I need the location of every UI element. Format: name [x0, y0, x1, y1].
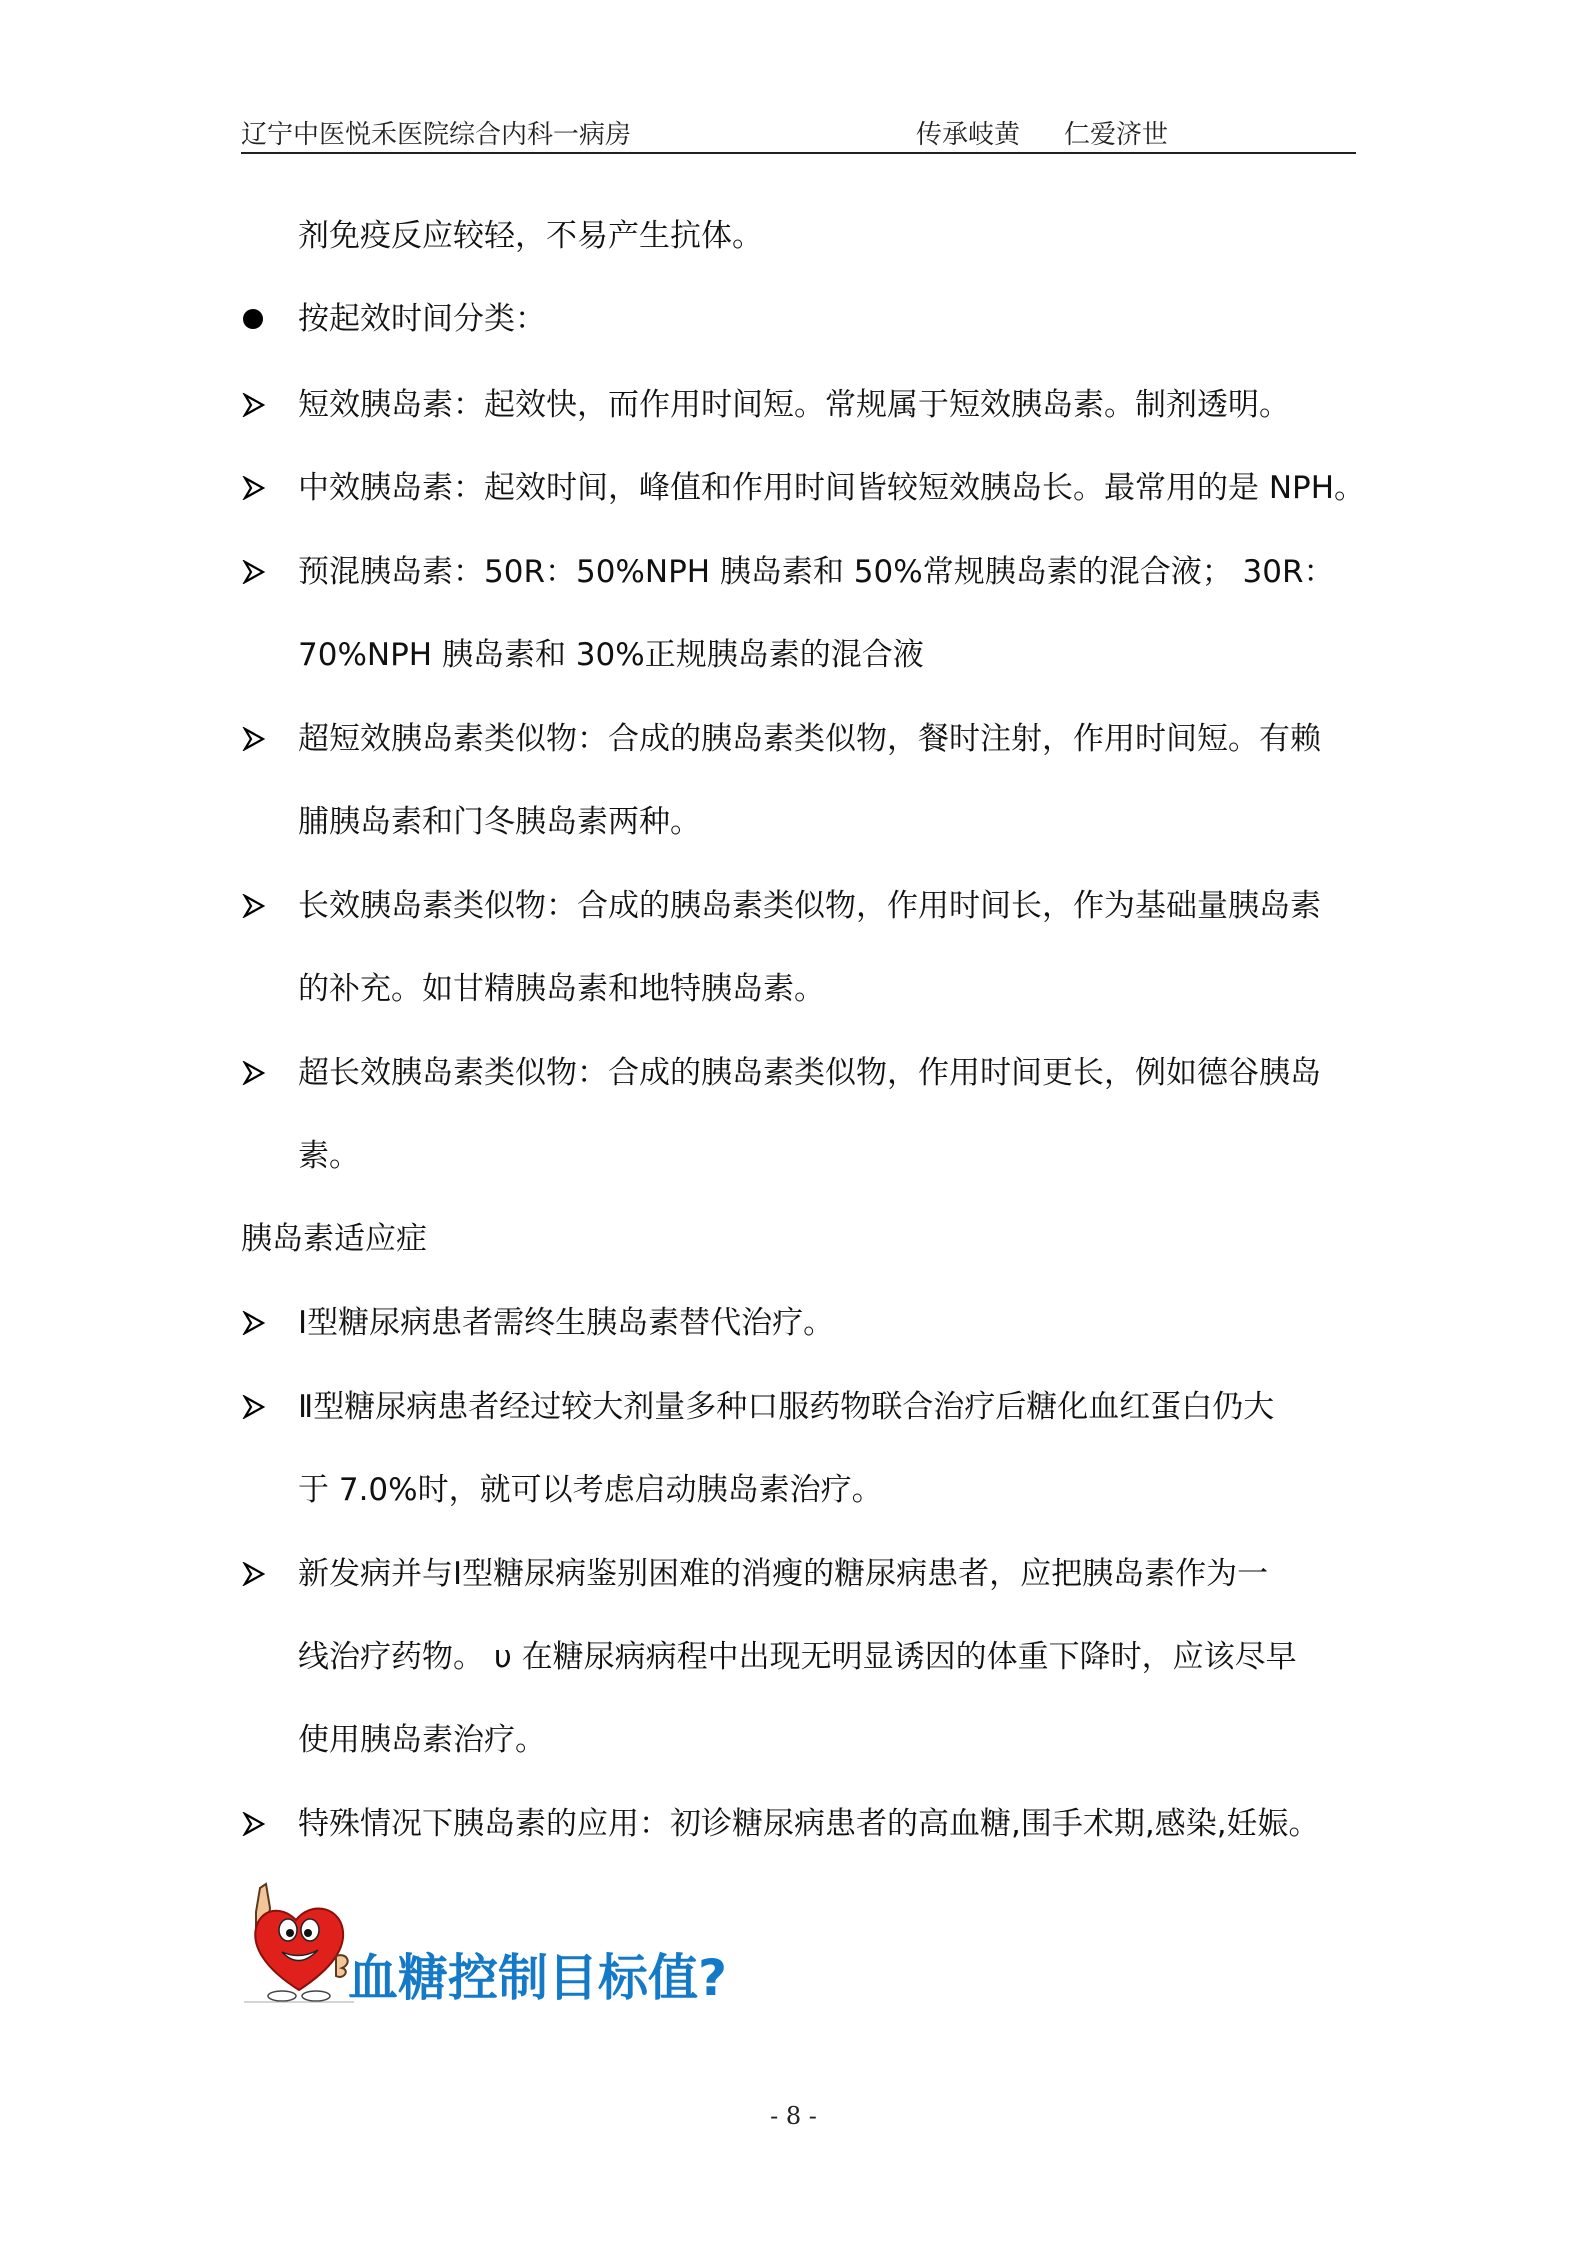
list-item: 超长效胰岛素类似物：合成的胰岛素类似物，作用时间更长，例如德谷胰岛	[298, 1055, 1321, 1091]
page-number: - 8 -	[770, 2102, 817, 2130]
page-header	[241, 112, 1356, 154]
arrow-bullet-icon	[242, 560, 266, 584]
blood-sugar-heading	[244, 1878, 728, 2028]
list-item-continued: 素。	[298, 1138, 360, 1174]
arrow-bullet-icon	[242, 1562, 266, 1586]
header-motto-1: 传承岐黄	[916, 120, 1021, 150]
list-item: Ⅱ型糖尿病患者经过较大剂量多种口服药物联合治疗后糖化血红蛋白仍大	[298, 1389, 1275, 1425]
heart-mascot-icon	[244, 1878, 354, 2003]
arrow-bullet-icon	[242, 894, 266, 918]
arrow-bullet-icon	[242, 1311, 266, 1335]
bullet-dot-icon	[243, 309, 263, 329]
list-item-continued: 线治疗药物。 υ 在糖尿病病程中出现无明显诱因的体重下降时，应该尽早	[298, 1639, 1297, 1675]
list-item-continued: 脯胰岛素和门冬胰岛素两种。	[298, 804, 701, 840]
arrow-bullet-icon	[242, 1812, 266, 1836]
list-item: 预混胰岛素：50R：50%NPH 胰岛素和 50%常规胰岛素的混合液； 30R：	[298, 554, 1335, 590]
list-item: 新发病并与Ⅰ型糖尿病鉴别困难的消瘦的糖尿病患者，应把胰岛素作为一	[298, 1556, 1269, 1592]
section-label: 按起效时间分类：	[298, 301, 546, 337]
arrow-bullet-icon	[242, 1395, 266, 1419]
list-item: 长效胰岛素类似物：合成的胰岛素类似物，作用时间长，作为基础量胰岛素	[298, 888, 1321, 924]
heading-title: 血糖控制目标值?	[348, 1949, 728, 2007]
arrow-bullet-icon	[242, 393, 266, 417]
list-item: 短效胰岛素：起效快，而作用时间短。常规属于短效胰岛素。制剂透明。	[298, 387, 1290, 423]
header-motto	[916, 114, 1168, 151]
list-item-continued: 于 7.0%时，就可以考虑启动胰岛素治疗。	[298, 1472, 883, 1508]
arrow-bullet-icon	[242, 476, 266, 500]
text-line: 剂免疫反应较轻，不易产生抗体。	[298, 218, 763, 254]
list-item: 超短效胰岛素类似物：合成的胰岛素类似物，餐时注射，作用时间短。有赖	[298, 721, 1321, 757]
list-item: Ⅰ型糖尿病患者需终生胰岛素替代治疗。	[298, 1305, 835, 1341]
list-item: 中效胰岛素：起效时间，峰值和作用时间皆较短效胰岛长。最常用的是 NPH。	[298, 470, 1366, 506]
list-item: 特殊情况下胰岛素的应用：初诊糖尿病患者的高血糖,围手术期,感染,妊娠。	[298, 1806, 1320, 1842]
header-motto-2: 仁爱济世	[1064, 120, 1169, 150]
list-item-continued: 70%NPH 胰岛素和 30%正规胰岛素的混合液	[298, 637, 924, 673]
list-item-continued: 的补充。如甘精胰岛素和地特胰岛素。	[298, 971, 825, 1007]
list-item-continued: 使用胰岛素治疗。	[298, 1722, 546, 1758]
arrow-bullet-icon	[242, 727, 266, 751]
header-hospital-name: 辽宁中医悦禾医院综合内科一病房	[241, 120, 632, 150]
section-heading: 胰岛素适应症	[241, 1221, 427, 1257]
arrow-bullet-icon	[242, 1061, 266, 1085]
